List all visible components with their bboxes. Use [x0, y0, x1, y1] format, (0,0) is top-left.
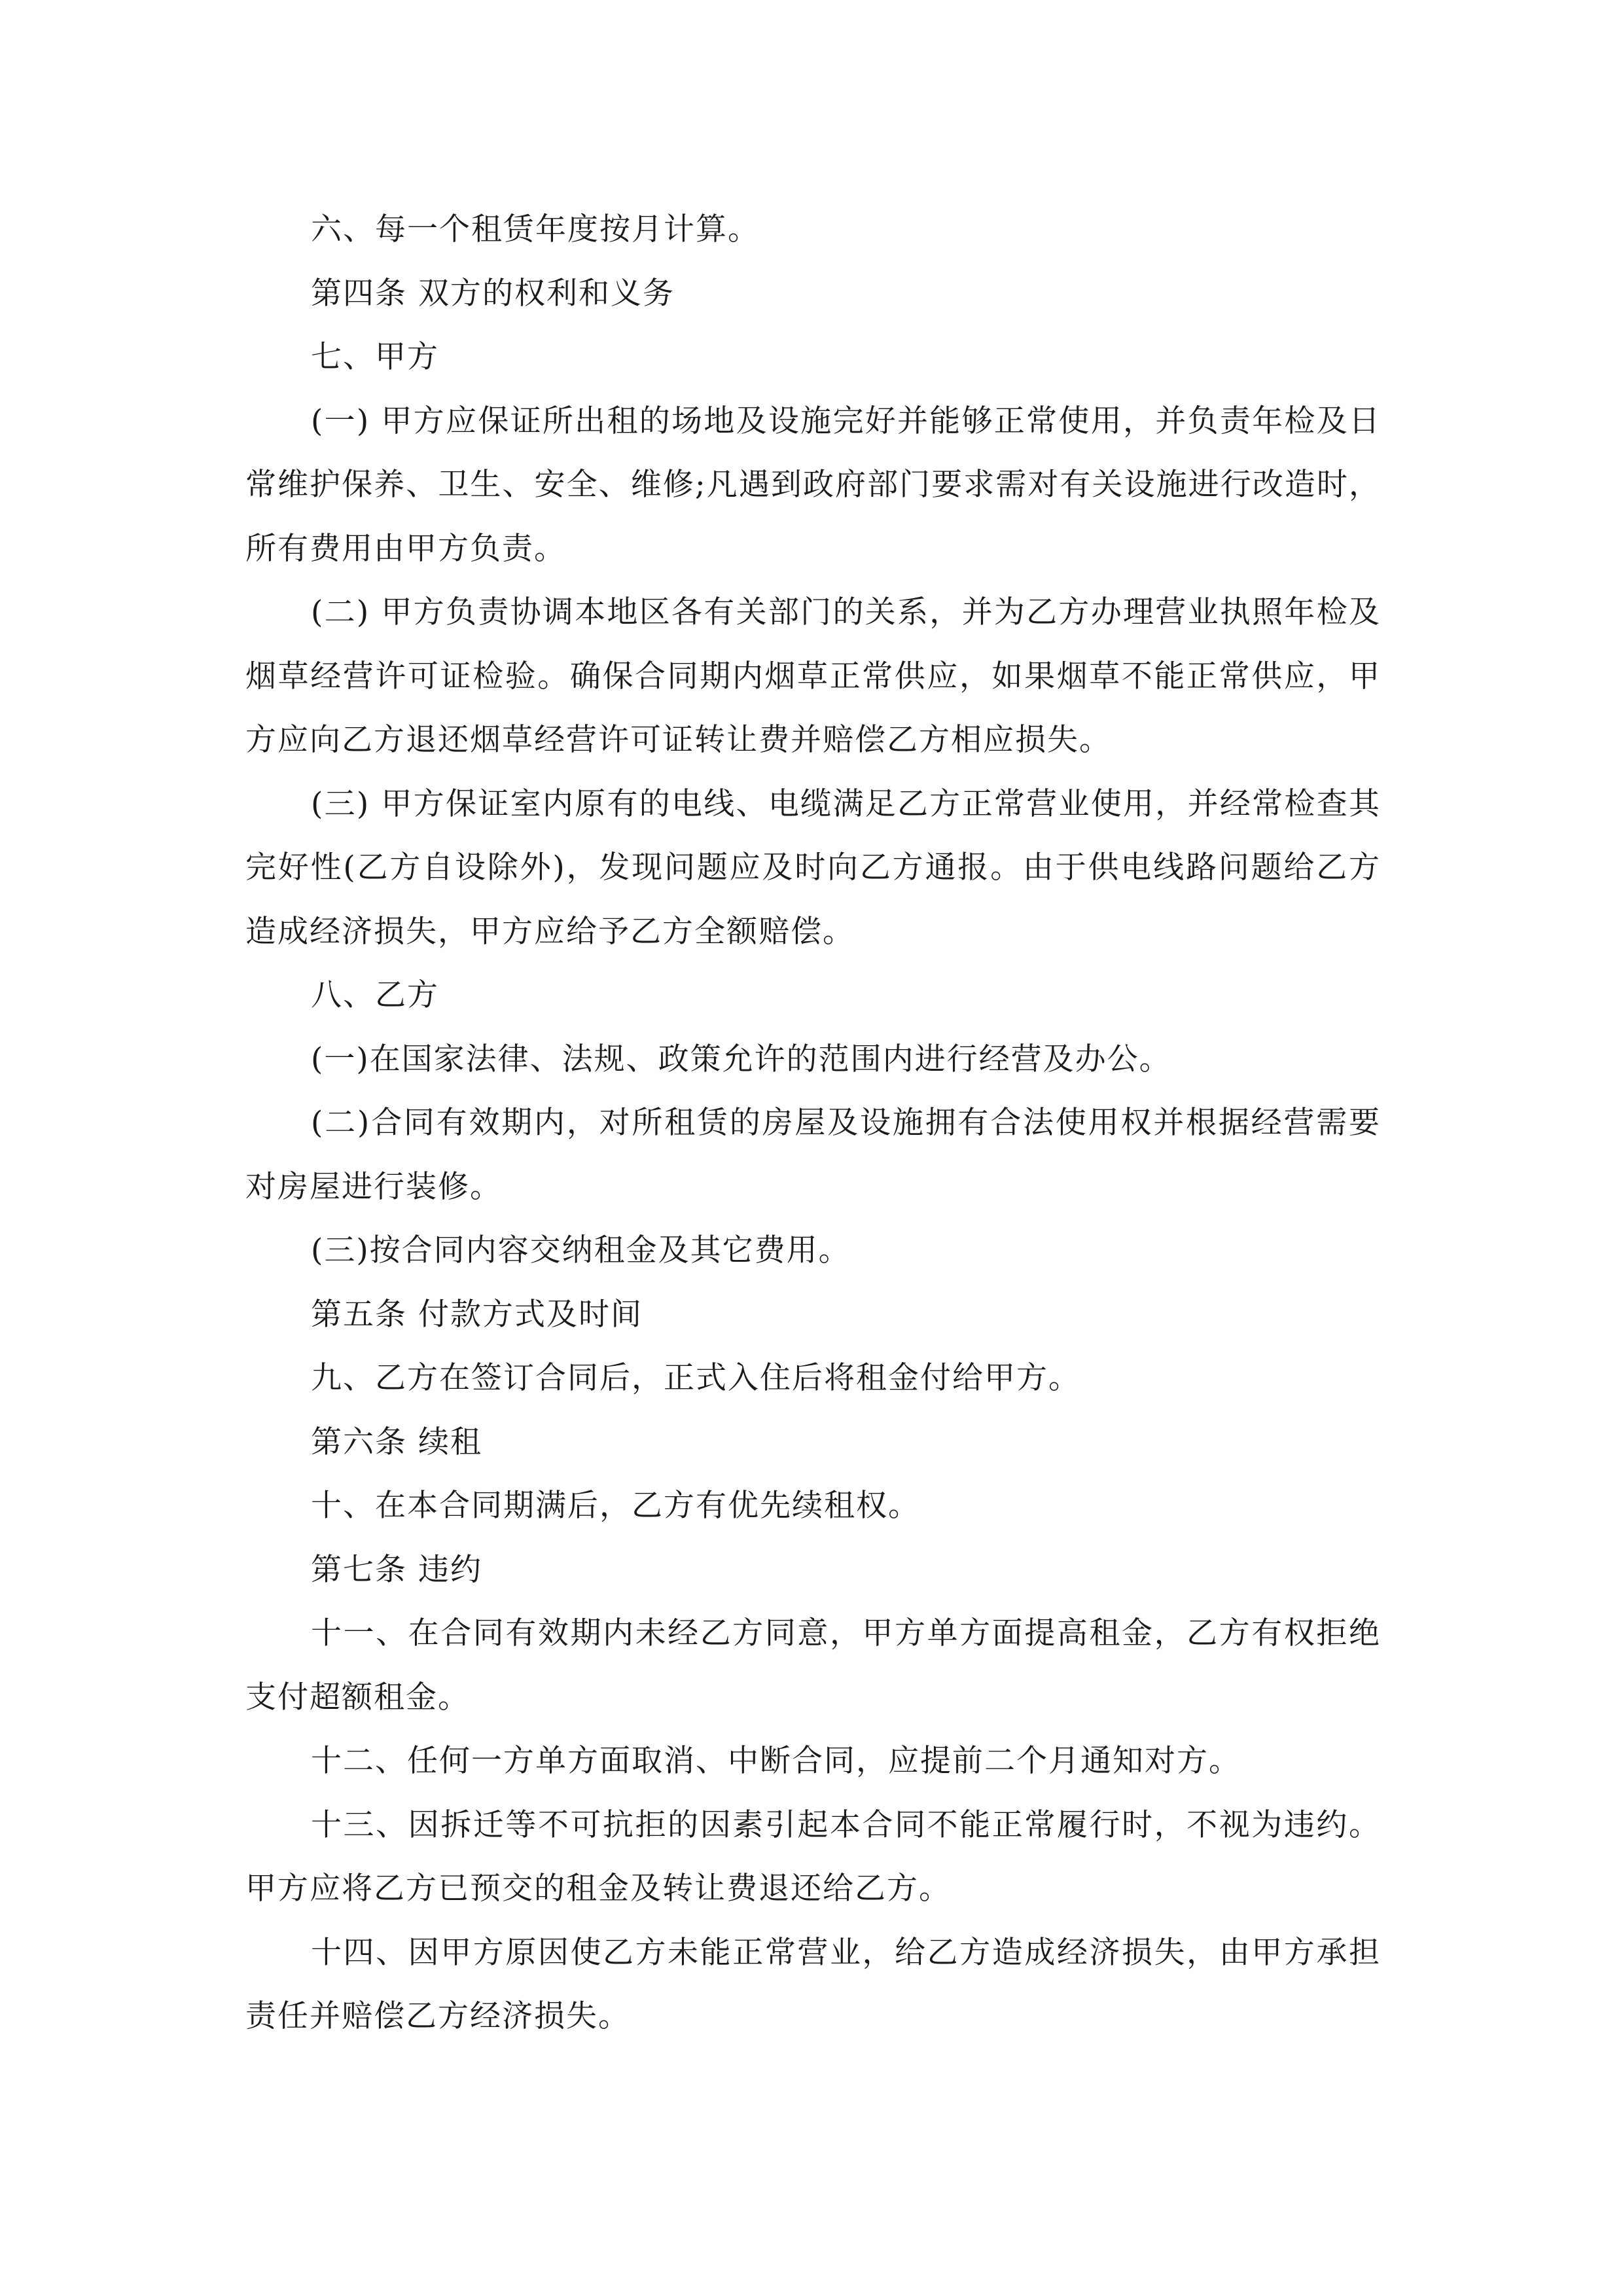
paragraph-7-party-a: 七、甲方: [311, 339, 439, 375]
party-b-clause-3: (三)按合同内容交纳租金及其它费用。: [311, 1232, 851, 1268]
document-body: [245, 198, 1381, 2049]
party-a-clause-2: (二) 甲方负责协调本地区各有关部门的关系，并为乙方办理营业执照年检及烟草经营许可证检验。确保合同期内烟草正常供应，如果烟草不能正常供应，甲方应向乙方退还烟草经营许可证转让费并赔偿乙方相应损失。: [245, 594, 1381, 758]
paragraph-9: 九、乙方在签订合同后，正式入住后将租金付给甲方。: [311, 1360, 1080, 1396]
paragraph-8-party-b: 八、乙方: [311, 977, 439, 1013]
paragraph-10: 十、在本合同期满后，乙方有优先续租权。: [311, 1488, 920, 1524]
paragraph-14: 十四、因甲方原因使乙方未能正常营业，给乙方造成经济损失，由甲方承担责任并赔偿乙方经济损失。: [245, 1934, 1381, 2034]
article-6-heading: 第六条 续租: [311, 1424, 482, 1460]
article-4-heading: 第四条 双方的权利和义务: [311, 275, 675, 312]
article-7-heading: 第七条 违约: [311, 1551, 482, 1588]
paragraph-6: 六、每一个租赁年度按月计算。: [311, 211, 760, 247]
party-a-clause-1: (一) 甲方应保证所出租的场地及设施完好并能够正常使用，并负责年检及日常维护保养、卫生、安全、维修;凡遇到政府部门要求需对有关设施进行改造时，所有费用由甲方负责。: [245, 403, 1381, 567]
party-b-clause-2: (二)合同有效期内，对所租赁的房屋及设施拥有合法使用权并根据经营需要对房屋进行装修。: [245, 1105, 1381, 1205]
party-b-clause-1: (一)在国家法律、法规、政策允许的范围内进行经营及办公。: [311, 1041, 1171, 1077]
paragraph-11: 十一、在合同有效期内未经乙方同意，甲方单方面提高租金，乙方有权拒绝支付超额租金。: [245, 1615, 1381, 1715]
paragraph-13: 十三、因拆迁等不可抗拒的因素引起本合同不能正常履行时，不视为违约。甲方应将乙方已预交的租金及转让费退还给乙方。: [245, 1806, 1381, 1907]
article-5-heading: 第五条 付款方式及时间: [311, 1296, 643, 1333]
party-a-clause-3: (三) 甲方保证室内原有的电线、电缆满足乙方正常营业使用，并经常检查其完好性(乙方自设除外)，发现问题应及时向乙方通报。由于供电线路问题给乙方造成经济损失，甲方应给予乙方全额赔偿。: [245, 785, 1381, 950]
paragraph-12: 十二、任何一方单方面取消、中断合同，应提前二个月通知对方。: [311, 1743, 1241, 1779]
